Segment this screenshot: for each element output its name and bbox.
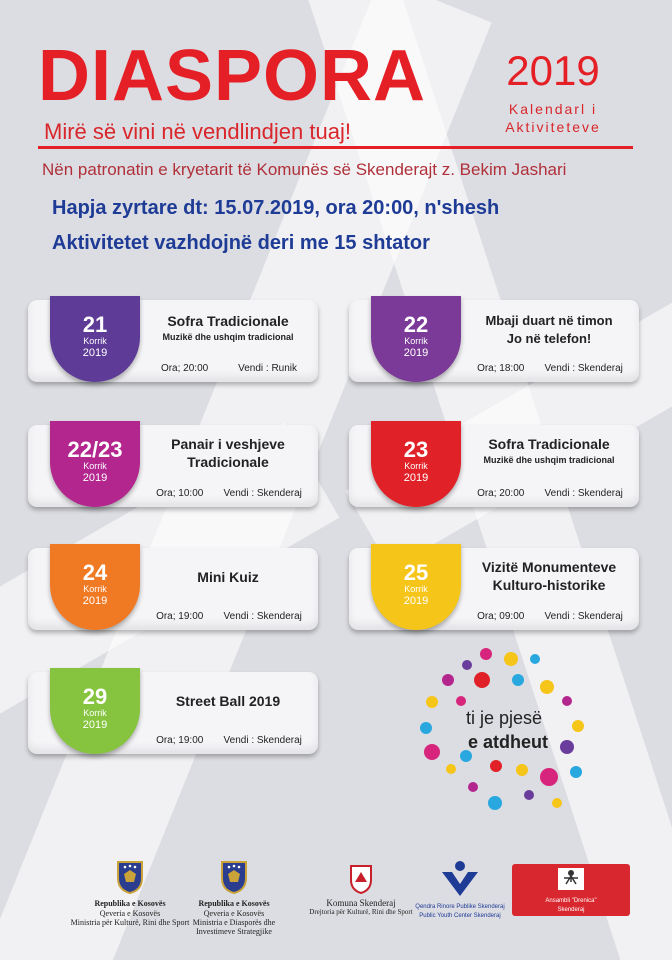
event-card [349,548,639,630]
event-time: Ora; 19:00 [156,735,204,746]
event-venue: Vendi : Skenderaj [544,488,623,499]
opening-text: Hapja zyrtare dt: 15.07.2019, ora 20:00, n'shesh [52,197,500,219]
page-subtitle: Mirë së vini në vendlindjen tuaj! [44,119,351,144]
kosovo-coat-of-arms-icon [116,860,144,894]
event-venue: Vendi : Skenderaj [223,611,302,622]
event-subtitle: Muzikë dhe ushqim tradicional [483,455,615,465]
event-title: Panair i veshjeve [171,436,285,452]
page-title: DIASPORA [38,36,427,116]
event-venue: Vendi : Runik [238,363,298,374]
event-venue: Vendi : Skenderaj [544,363,623,374]
confetti-dots [420,640,600,820]
event-title-line2: Jo në telefon! [506,331,592,346]
event-time: Ora; 19:00 [156,611,204,622]
date-tab: 21 Korrik 2019 [50,296,140,382]
event-meta [146,735,312,746]
date-tab: 24 Korrik 2019 [50,544,140,630]
calendar-label: Kalendarl i Aktiviteteve [505,101,601,135]
event-title: Mbaji duart në timon [485,313,613,328]
event-card [28,425,318,507]
event-title: Sofra Tradicionale [488,436,610,452]
dancer-icon [556,866,586,892]
logo-skenderaj-municipality: Komuna Skenderaj Drejtoria për Kulturë, Rini dhe Sport [306,864,416,917]
event-title: Vizitë Monumenteve [481,559,617,575]
event-meta [146,488,312,499]
event-card [349,425,639,507]
youth-center-figure-icon [440,858,480,898]
event-card [28,300,318,382]
event-time: Ora; 18:00 [477,363,525,374]
slogan-line2: e atdheut [468,732,549,752]
date-tab: 25 Korrik 2019 [371,544,461,630]
event-time: Ora; 20:00 [160,363,209,374]
date-tab: 29 Korrik 2019 [50,668,140,754]
header-divider [38,146,633,149]
event-meta [467,488,633,499]
patronage-text: Nën patronatin e kryetarit të Komunës së Skenderajt z. Bekim Jashari [42,160,567,179]
event-meta [146,611,312,622]
logo-ministry-diaspora: Republika e Kosovës Qeveria e Kosovës Ministria e Diasporës dhe Investimeve Strategjike [174,860,294,936]
event-time: Ora; 10:00 [156,488,204,499]
event-title: Mini Kuiz [197,569,259,585]
event-time: Ora; 20:00 [477,488,525,499]
event-time: Ora; 09:00 [477,611,525,622]
logo-ansambli-drenica: Ansambli "Drenica" Skenderaj [512,864,630,916]
event-meta [467,363,633,374]
slogan-line1: ti je pjesë [466,708,543,728]
date-tab: 23 Korrik 2019 [371,421,461,507]
event-title: Sofra Tradicionale [167,313,289,329]
kosovo-coat-of-arms-icon [220,860,248,894]
event-meta [146,363,312,374]
event-card [28,548,318,630]
logo-youth-center: Qendra Rinore Publike Skenderaj Public Youth Center Skenderaj [410,858,510,921]
date-tab: 22 Korrik 2019 [371,296,461,382]
event-card [349,300,639,382]
event-venue: Vendi : Skenderaj [223,735,302,746]
municipality-crest-icon [349,864,373,894]
event-venue: Vendi : Skenderaj [544,611,623,622]
event-title-line2: Tradicionale [187,454,269,470]
date-tab: 22/23 Korrik 2019 [50,421,140,507]
year: 2019 [506,47,600,94]
event-card [28,672,318,754]
continues-text: Aktivitetet vazhdojnë deri me 15 shtator [52,232,430,254]
event-title: Street Ball 2019 [175,693,281,709]
event-venue: Vendi : Skenderaj [223,488,302,499]
event-subtitle: Muzikë dhe ushqim tradicional [162,332,294,342]
logo-ministry-culture: Republika e Kosovës Qeveria e Kosovës Ministria për Kulturë, Rini dhe Sport [70,860,190,927]
footer-logos [0,850,672,960]
event-title-line2: Kulturo-historike [492,577,606,593]
event-meta [467,611,633,622]
